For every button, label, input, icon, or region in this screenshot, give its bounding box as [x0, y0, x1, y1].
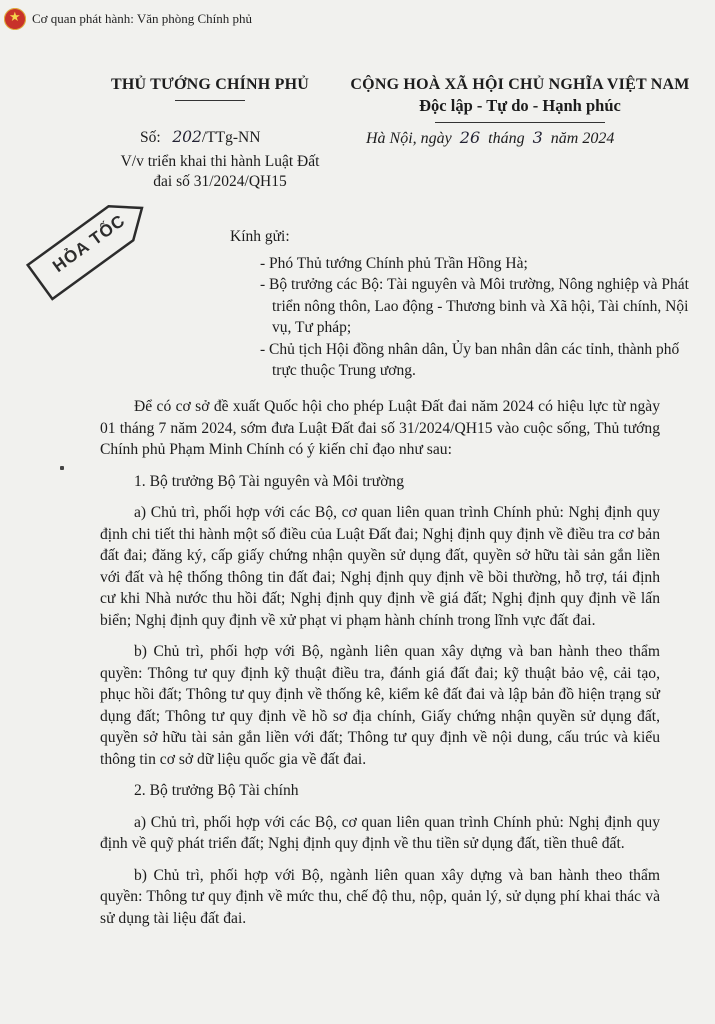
section-heading: 1. Bộ trưởng Bộ Tài nguyên và Môi trường — [134, 472, 405, 490]
body-paragraph: b) Chủ trì, phối hợp với Bộ, ngành liên quan xây dựng và ban hành theo thẩm quyền: Thông tư quy định về mức thu, chế độ thu, nộp, quản lý, sử dụng phí khai thác và sử dụng tài liệu đất đai. — [100, 866, 660, 927]
country-name: CỘNG HOÀ XÃ HỘI CHỦ NGHĨA VIỆT NAM — [350, 76, 690, 93]
section-heading: 2. Bộ trưởng Bộ Tài chính — [134, 782, 299, 799]
issuer-strip — [4, 8, 252, 30]
body-paragraph: a) Chủ trì, phối hợp với các Bộ, cơ quan liên quan trình Chính phủ: Nghị định quy định về quỹ phát triển đất; Nghị định quy định về thu tiền sử dụng đất, tiền thuê đất. — [100, 813, 660, 852]
authority-underline — [175, 100, 245, 101]
issuer-label: Cơ quan phát hành: Văn phòng Chính phủ — [32, 11, 253, 26]
recipient-item: - Bộ trưởng các Bộ: Tài nguyên và Môi trường, Nông nghiệp và Phát triển nông thôn, Lao động - Thương binh và Xã hội, Tài chính, Nội vụ, Tư pháp; — [260, 276, 689, 336]
scan-speck — [60, 466, 64, 470]
motto-underline — [435, 122, 605, 123]
body-paragraph: a) Chủ trì, phối hợp với các Bộ, cơ quan liên quan trình Chính phủ: Nghị định quy định chi tiết thi hành một số điều của Luật Đất đai; Nghị định quy định về điều tra cơ bản đất đai; đăng ký, cấp giấy chứng nhận quyền sử dụng đất, quyền sở hữu tài sản gắn liền với đất và hệ thống thông tin đất đai; Nghị định quy định về bồi thường, hỗ trợ, tái định cư khi Nhà nước thu hồi đất; Nghị định quy định về giá đất; Nghị định quy định về lấn biển; Nghị định quy định về xử phạt vi phạm hành chính trong lĩnh vực đất đai. — [100, 504, 660, 629]
recipient-item: - Chủ tịch Hội đồng nhân dân, Ủy ban nhân dân các tỉnh, thành phố trực thuộc Trung ương. — [260, 340, 680, 379]
document-body — [100, 396, 660, 939]
national-heading — [330, 76, 710, 123]
handwritten-number: 202 — [172, 128, 202, 146]
document-date: Hà Nội, ngày 26 tháng 3 năm 2024 — [366, 128, 615, 147]
recipients-block — [230, 226, 700, 382]
issuing-authority — [100, 76, 320, 101]
recipients-label: Kính gửi: — [230, 228, 290, 245]
recipient-item: - Phó Thủ tướng Chính phủ Trần Hồng Hà; — [260, 254, 528, 272]
intro-paragraph: Để có cơ sở đề xuất Quốc hội cho phép Luật Đất đai năm 2024 có hiệu lực từ ngày 01 tháng 7 năm 2024, sớm đưa Luật Đất đai số 31/2024/QH15 vào cuộc sống, Thủ tướng Chính phủ Phạm Minh Chính có ý kiến chỉ đạo như sau: — [100, 398, 660, 458]
urgent-stamp — [25, 188, 157, 302]
document-subject: V/v triển khai thi hành Luật Đất đai số 31/2024/QH15 — [120, 153, 320, 190]
national-motto: Độc lập - Tự do - Hạnh phúc — [419, 96, 621, 115]
body-paragraph: b) Chủ trì, phối hợp với Bộ, ngành liên quan xây dựng và ban hành theo thẩm quyền: Thông tư quy định kỹ thuật điều tra, đánh giá đất đai; kỹ thuật bảo vệ, cải tạo, phục hồi đất; Thông tư quy định về thống kê, kiểm kê đất đai và lập bản đồ hiện trạng sử dụng đất; Thông tư quy định về hồ sơ địa chính, Giấy chứng nhận quyền sử dụng đất, quyền sở hữu tài sản gắn liền với đất; Thông tư quy định về nội dung, cấu trúc và kiểu thông tin cơ sở dữ liệu quốc gia về đất đai. — [100, 643, 660, 768]
national-emblem-icon — [4, 8, 26, 30]
handwritten-day: 26 — [459, 128, 481, 147]
authority-name: THỦ TƯỚNG CHÍNH PHỦ — [110, 76, 310, 93]
stamp-text: HỎA TỐC — [49, 210, 129, 276]
document-number: Số: 202/TTg-NN — [140, 128, 261, 146]
handwritten-month: 3 — [532, 128, 543, 147]
